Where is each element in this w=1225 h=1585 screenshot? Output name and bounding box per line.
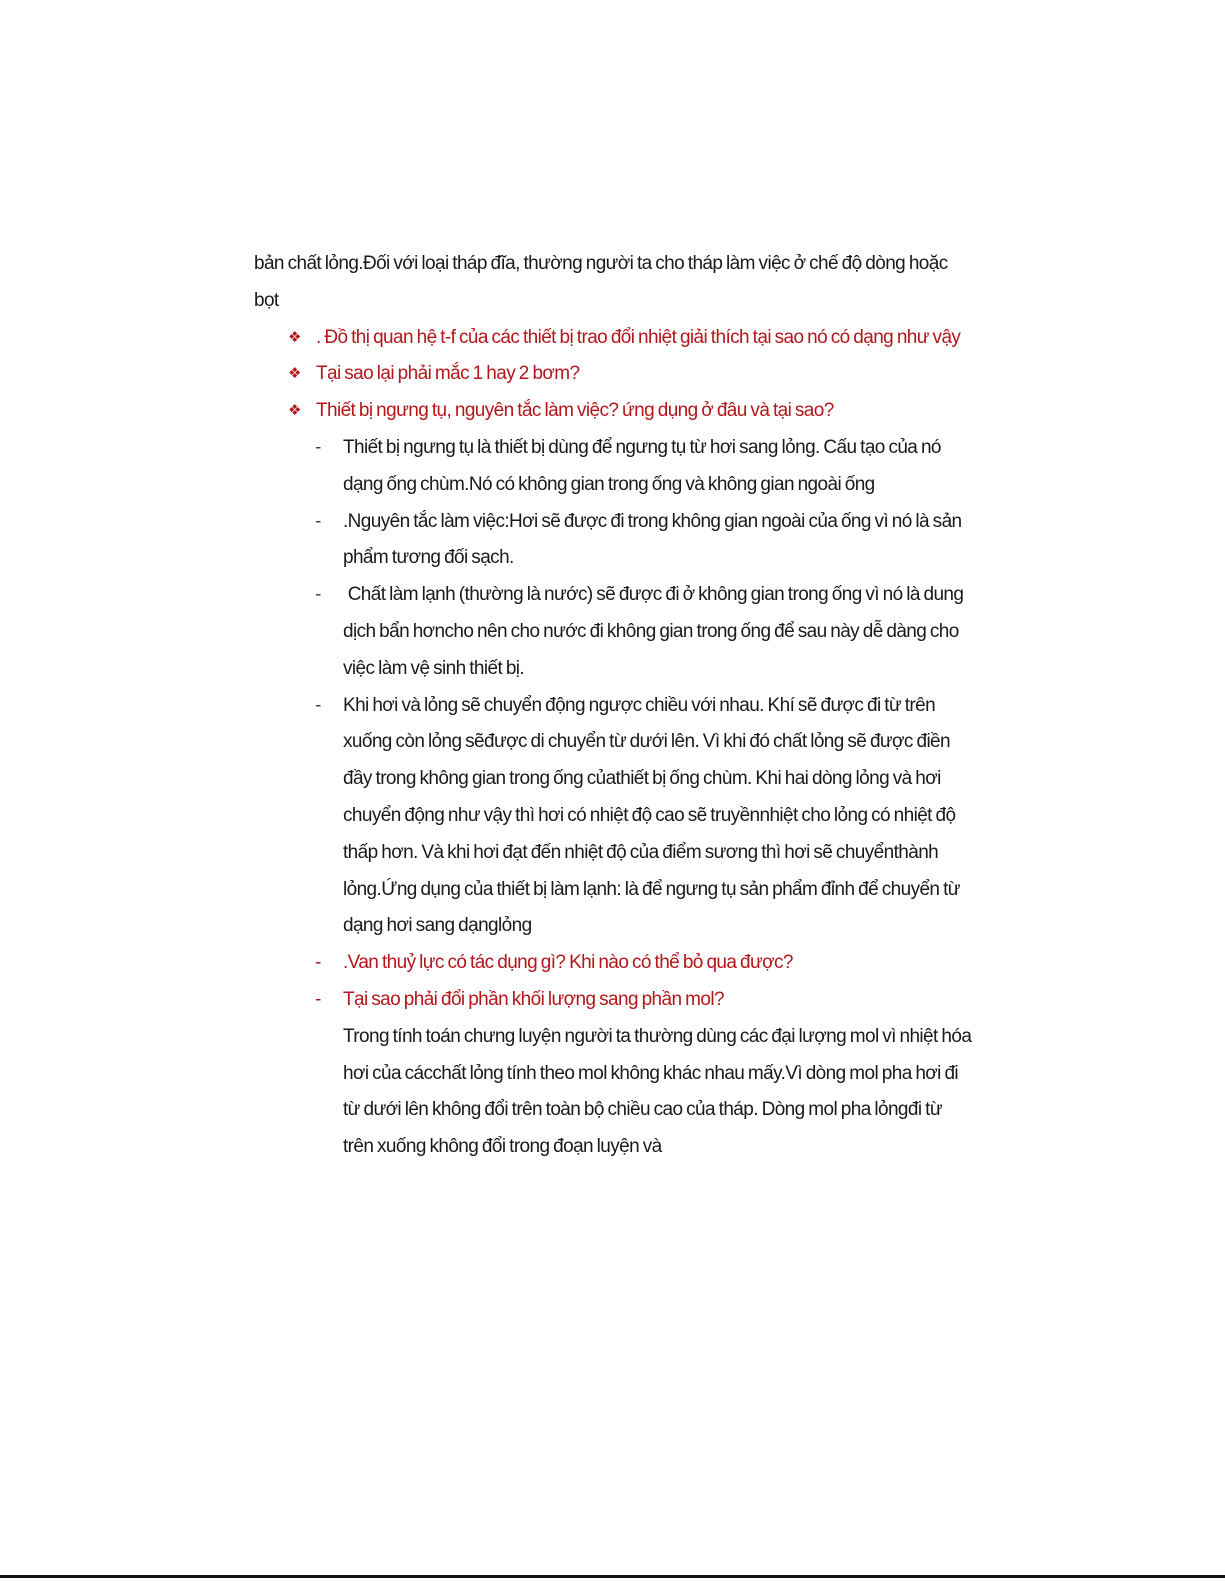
question-text: Thiết bị ngưng tụ, nguyên tắc làm việc? ứng dụng ở đâu và tại sao?	[316, 400, 834, 422]
question-list-item	[315, 982, 974, 1019]
dash-bullet: -	[315, 436, 321, 458]
dash-bullet: -	[315, 988, 321, 1010]
answer-text: .Nguyên tắc làm việc:Hơi sẽ được đi trong không gian ngoài của ống vì nó là sản phẩm tương đối sạch.	[343, 510, 962, 569]
dash-bullet: -	[315, 510, 321, 532]
dash-bullet: -	[315, 694, 321, 716]
answer-text: Chất làm lạnh (thường là nước) sẽ được đi ở không gian trong ống vì nó là dung dịch bẩn hơncho nên cho nước đi không gian trong ống để sau này dễ dàng cho việc làm vệ sinh thiết bị.	[343, 584, 968, 679]
question-text: .Van thuỷ lực có tác dụng gì? Khi nào có thể bỏ qua được?	[343, 952, 793, 974]
diamond-bullet-icon: ❖	[288, 402, 301, 420]
intro-paragraph: bản chất lỏng.Đối với loại tháp đĩa, thường người ta cho tháp làm việc ở chế độ dòng hoặc bọt	[254, 253, 948, 311]
answer-list-item	[315, 688, 974, 946]
answer-list-item	[315, 430, 974, 504]
diamond-bullet-icon: ❖	[288, 365, 301, 383]
diamond-bullet-icon: ❖	[288, 328, 301, 346]
answer-text: Thiết bị ngưng tụ là thiết bị dùng để ngưng tụ từ hơi sang lỏng. Cấu tạo của nó dạng ống chùm.Nó có không gian trong ống và không gian ngoài ống	[343, 436, 941, 495]
answer-list-item	[315, 504, 974, 578]
dash-bullet: -	[315, 952, 321, 974]
answer-text: Khi hơi và lỏng sẽ chuyển động ngược chiều với nhau. Khí sẽ được đi từ trên xuống còn lỏng sẽđược di chuyển từ dưới lên. Vì khi đó chất lỏng sẽ được điền đầy trong không gian trong ống củathiết bị ống chùm. Khi hai dòng lỏng và hơi chuyển động như vậy thì hơi có nhiệt độ cao sẽ truyềnnhiệt cho lỏng có nhiệt độ thấp hơn. Và khi hơi đạt đến nhiệt độ của điểm sương thì hơi sẽ chuyểnthành lỏng.Ứng dụng của thiết bị làm lạnh: là để ngưng tụ sản phẩm đỉnh để chuyển từ dạng hơi sang dạnglỏng	[343, 694, 960, 937]
question-text: . Đồ thị quan hệ t-f của các thiết bị trao đổi nhiệt giải thích tại sao nó có dạng như vậy	[316, 326, 961, 348]
question-text: Tại sao phải đổi phần khối lượng sang phần mol?	[343, 988, 724, 1010]
answer-list-item	[315, 577, 974, 687]
answer-paragraph: Trong tính toán chưng luyện người ta thường dùng các đại lượng mol vì nhiệt hóa hơi của cácchất lỏng tính theo mol không khác nhau mấy.Vì dòng mol pha hơi đi từ dưới lên không đổi trên toàn bộ chiều cao của tháp. Dòng mol pha lỏngđi từ trên xuống không đổi trong đoạn luyện và	[343, 1025, 972, 1158]
dash-bullet: -	[315, 584, 321, 606]
page-bottom-border	[0, 1575, 1225, 1578]
question-bullet	[288, 320, 974, 357]
document-body	[254, 246, 974, 1166]
question-text: Tại sao lại phải mắc 1 hay 2 bơm?	[316, 363, 580, 385]
question-bullet	[288, 356, 974, 393]
question-bullet	[288, 393, 974, 430]
question-list-item	[315, 945, 974, 982]
